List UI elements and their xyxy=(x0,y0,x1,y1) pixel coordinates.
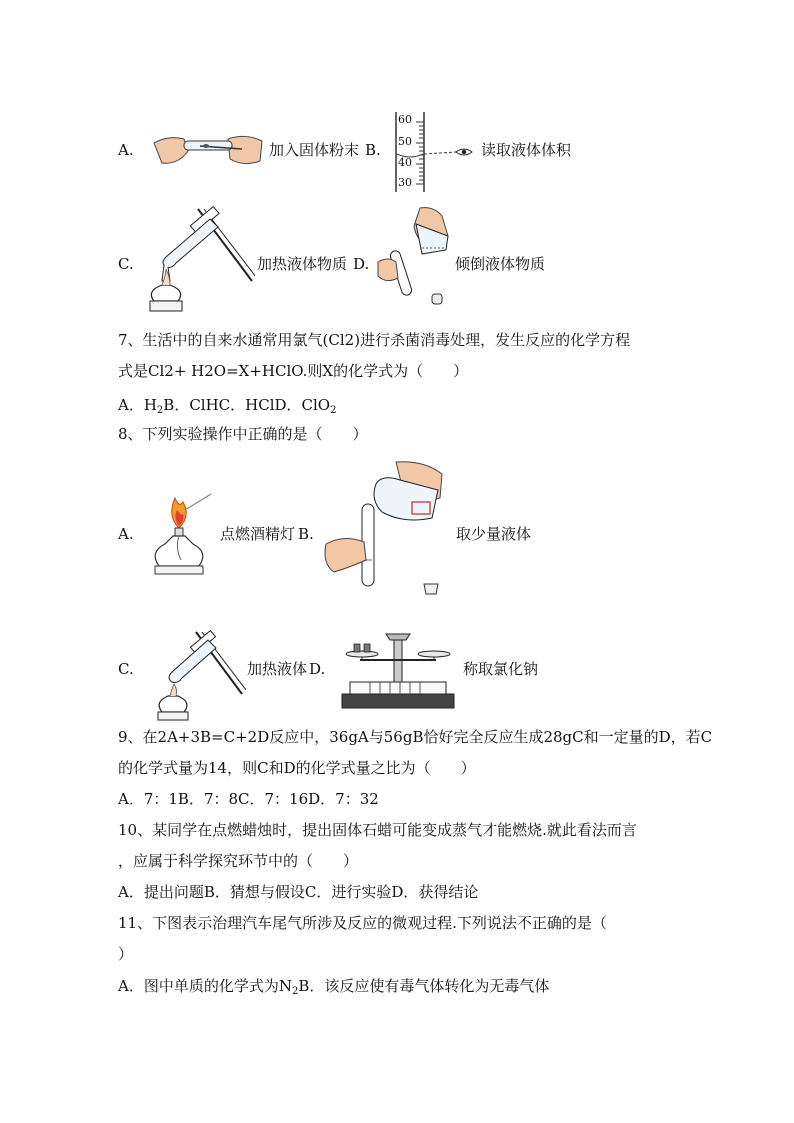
q6-option-b-text: 读取液体体积 xyxy=(481,141,572,159)
q11-line-1: 11、下图表示治理汽车尾气所涉及反应的微观过程.下列说法不正确的是（ xyxy=(118,914,607,932)
cylinder-tick-40: 40 xyxy=(398,156,412,169)
q8-option-d-text: 称取氯化钠 xyxy=(463,660,539,678)
q9-line-2: 的化学式量为14，则C和D的化学式量之比为（ ） xyxy=(118,759,476,777)
q10-options: A．提出问题B．猜想与假设C．进行实验D．获得结论 xyxy=(118,883,479,901)
q8-option-c-label: C. xyxy=(118,660,134,678)
q8-option-a-text: 点燃酒精灯 xyxy=(220,525,296,543)
add-powder-illustration xyxy=(150,125,266,175)
q11-option-a: A．图中单质的化学式为N xyxy=(118,977,292,995)
q6-option-a-label: A. xyxy=(118,141,134,159)
q6-option-c-text: 加热液体物质 xyxy=(257,255,348,273)
q6-option-c-label: C. xyxy=(118,255,134,273)
q6-option-d-text: 倾倒液体物质 xyxy=(455,255,546,273)
q8-option-c-text: 加热液体 xyxy=(247,660,308,678)
q7-line-1: 7、生活中的自来水通常用氯气(Cl2)进行杀菌消毒处理，发生反应的化学方程 xyxy=(118,331,631,349)
q9-line-1: 9、在2A+3B=C+2D反应中，36gA与56gB恰好完全反应生成28gC和一定量的D，若C xyxy=(118,728,713,746)
cylinder-tick-50: 50 xyxy=(398,135,412,148)
heating-test-tube-illustration xyxy=(150,628,246,722)
cylinder-tick-60: 60 xyxy=(398,113,412,126)
q10-line-2: ，应属于科学探究环节中的（ ） xyxy=(118,852,359,870)
q7-options xyxy=(118,396,336,414)
q11-option-a-sub: 2 xyxy=(291,986,299,997)
q6-option-d-label: D. xyxy=(353,255,370,273)
q8-option-d-label: D. xyxy=(309,660,326,678)
pouring-liquid-illustration xyxy=(372,206,460,310)
q11-line-2: ） xyxy=(118,945,134,963)
q6-option-b-label: B. xyxy=(365,141,381,159)
balance-scale-illustration xyxy=(340,630,456,712)
q11-options xyxy=(118,977,549,995)
heating-liquid-illustration xyxy=(140,205,255,317)
alcohol-lamp-lighting-illustration xyxy=(145,488,217,578)
q6-option-a-text: 加入固体粉末 xyxy=(269,141,360,159)
q8-stem: 8、下列实验操作中正确的是（ ） xyxy=(118,425,368,443)
q11-options-rest: B．该反应使有毒气体转化为无毒气体 xyxy=(298,977,550,995)
q8-option-b-label: B. xyxy=(298,525,314,543)
q8-option-a-label: A. xyxy=(118,525,134,543)
q7-option-a-sub: 2 xyxy=(156,405,164,416)
q8-option-b-text: 取少量液体 xyxy=(456,525,532,543)
q7-options-rest: B．ClHC．HClD．ClO xyxy=(163,396,331,414)
take-liquid-illustration xyxy=(320,460,448,600)
q10-line-1: 10、某同学在点燃蜡烛时，提出固体石蜡可能变成蒸气才能燃烧.就此看法而言 xyxy=(118,821,637,839)
q7-option-d-sub: 2 xyxy=(330,405,337,416)
q7-line-2: 式是Cl2+ H2O=X+HClO.则X的化学式为（ ） xyxy=(118,362,469,380)
cylinder-tick-30: 30 xyxy=(398,176,412,189)
q7-option-a: A．H xyxy=(118,396,157,414)
q9-options: A．7：1B．7：8C．7：16D．7：32 xyxy=(118,790,379,808)
